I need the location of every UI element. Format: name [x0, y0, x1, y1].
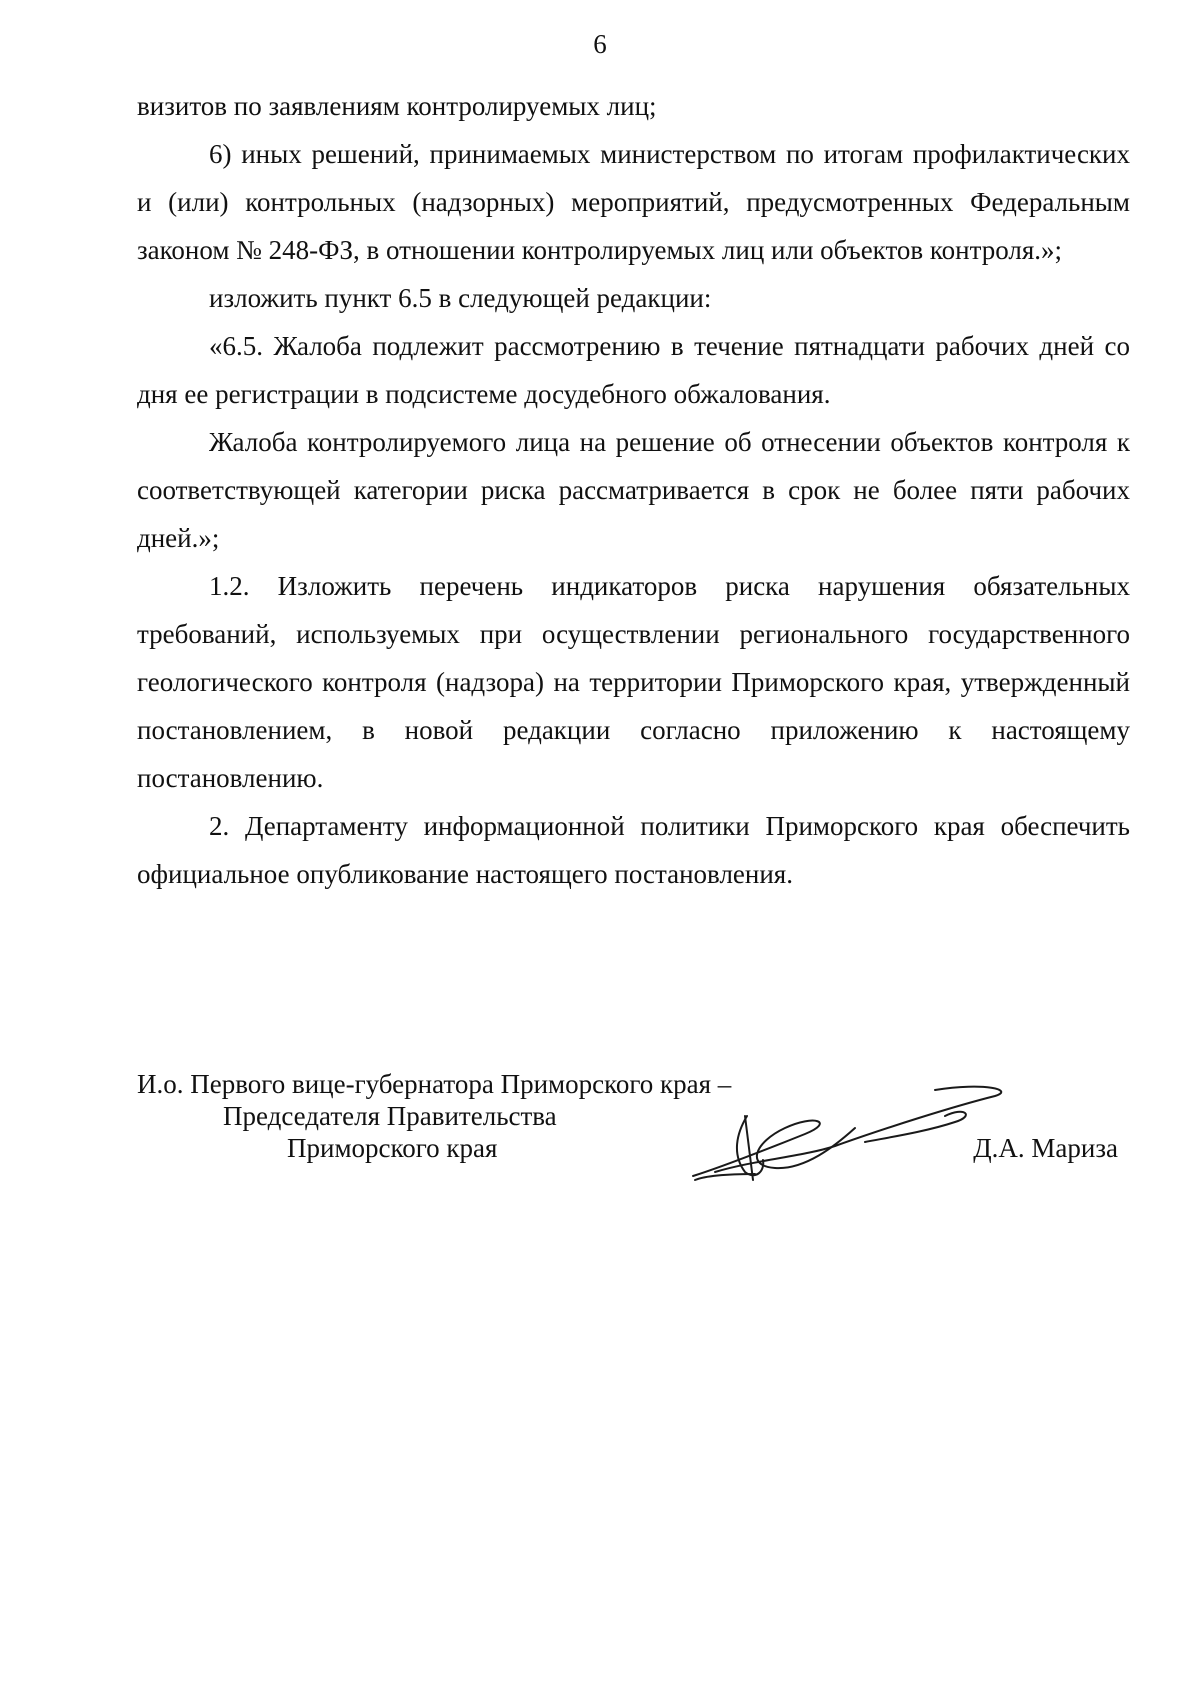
signatory-position-line-3: Приморского края: [287, 1133, 498, 1163]
signatory-position-line-2: Председателя Правительства: [223, 1101, 557, 1131]
paragraph-amend-6-5: изложить пункт 6.5 в следующей редакции:: [209, 283, 712, 313]
paragraph-1-2: 1.2. Изложить перечень индикаторов риска нарушения обязательных требований, используемых при осуществлении регионального государственного геологического контроля (надзора) на территории Приморского края, утвержденный постановлением, в новой редакции согласно приложению к настоящему постановлению.: [137, 571, 1130, 793]
paragraph-complaint-risk: Жалоба контролируемого лица на решение об отнесении объектов контроля к соответствующей категории риска рассматривается в срок не более пяти рабочих дней.»;: [137, 427, 1130, 553]
paragraph-6-5-text: «6.5. Жалоба подлежит рассмотрению в течение пятнадцати рабочих дней со дня ее регистрации в подсистеме досудебного обжалования.: [137, 331, 1130, 409]
paragraph-2: 2. Департаменту информационной политики Приморского края обеспечить официальное опубликование настоящего постановления.: [137, 811, 1130, 889]
paragraph-item-6: 6) иных решений, принимаемых министерством по итогам профилактических и (или) контрольных (надзорных) мероприятий, предусмотренных Федеральным законом № 248-ФЗ, в отношении контролируемых лиц или объектов контроля.»;: [137, 139, 1130, 265]
paragraph-continuation: визитов по заявлениям контролируемых лиц;: [137, 91, 657, 121]
document-body: [137, 82, 1130, 898]
handwritten-signature-icon: [685, 1076, 1005, 1186]
page-number: 6: [593, 29, 607, 59]
signatory-position-line-1: И.о. Первого вице-губернатора Приморского края –: [137, 1069, 732, 1099]
signature-block: [137, 1068, 1130, 1178]
signatory-name: Д.А. Мариза: [973, 1133, 1118, 1163]
